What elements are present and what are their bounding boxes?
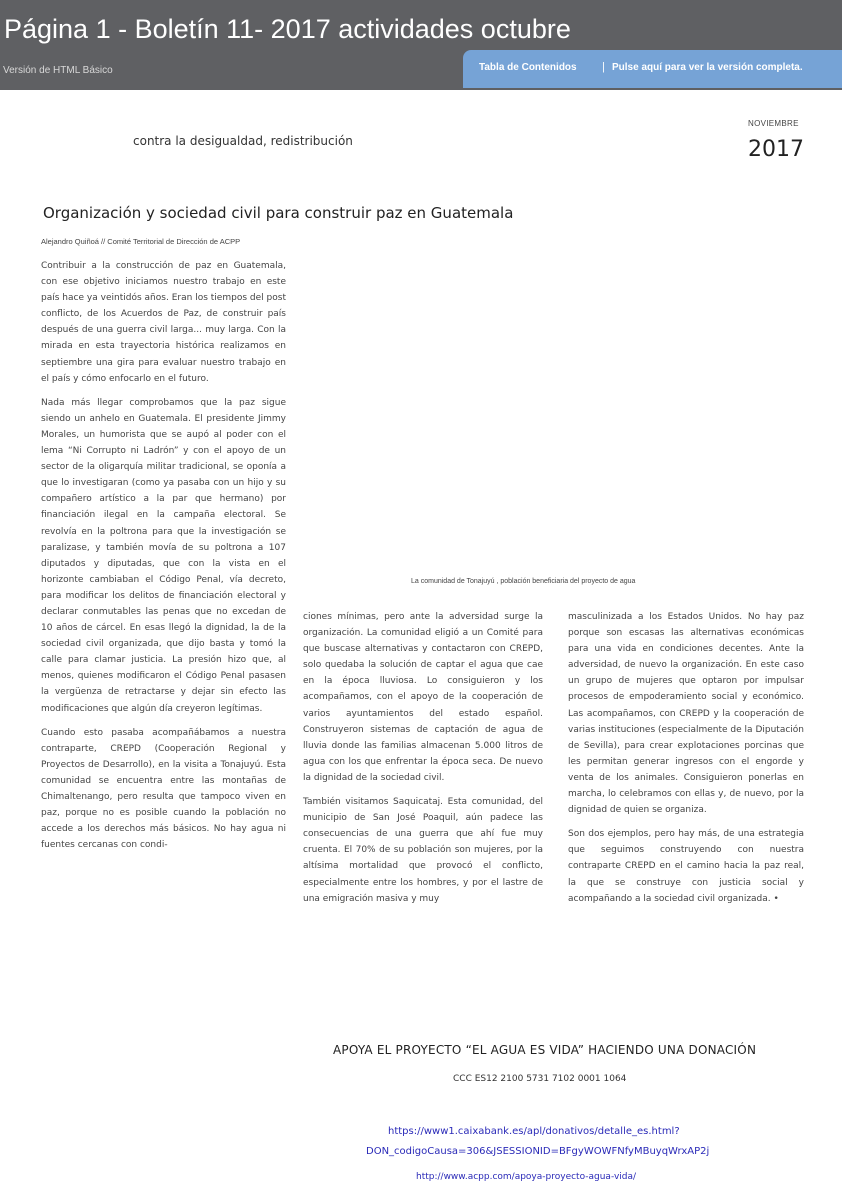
article-column-3 (568, 609, 804, 915)
paragraph: masculinizada a los Estados Unidos. No hay paz porque son escasas las alternativas económicas para una vida en condiciones decentes. Ante la adversidad, de nuevo la organización. En este caso un grupo de mujeres que optaron por impulsar procesos de empoderamiento social y económico. Las acompañamos, con CREPD y la cooperación de varias instituciones (especialmente de la Diputación de Sevilla), para crear explotaciones porcinas que les permitan generar ingresos con el engorde y venta de los animales. Consiguieron ponerlas en marcha, lo celebramos con ellas y, de nuevo, por la dignidad de quien se organiza. (568, 612, 804, 816)
donation-title: APOYA EL PROYECTO “EL AGUA ES VIDA” HACIENDO UNA DONACIÓN (333, 1043, 757, 1057)
paragraph: Contribuir a la construcción de paz en Guatemala, con ese objetivo iniciamos nuestro trabajo en este país hace ya veintidós años. Eran los tiempos del post conflicto, de los Acuerdos de Paz, de construir país después de una guerra civil larga... muy larga. Con la mirada en esta trayectoria histórica realizamos en septiembre una gira para evaluar nuestro trabajo en el país y cómo enfocarlo en el futuro. (41, 261, 286, 384)
donation-link-part-1[interactable]: https://www1.caixabank.es/apl/donativos/detalle_es.html? (388, 1126, 680, 1137)
article-column-2 (303, 609, 543, 915)
paragraph: Nada más llegar comprobamos que la paz sigue siendo un anhelo en Guatemala. El presidente Jimmy Morales, un humorista que se aupó al poder con el lema “Ni Corrupto ni Ladrón” y con el apoyo de un sector de la oligarquía militar tradicional, se oponía a que lo investigaran (como ya pasaba con un hijo y su compañero artístico a la par que hermano) por financiación ilegal en la campaña electoral. Se revolvía en la poltrona para que la investigación se paralizase, y también movía de su poltrona a 107 diputados y diputadas, que con la vista en el horizonte cambiaban el Código Penal, vía decreto, para modificar los delitos de financiación electoral y declarar conmutables las penas que no excedan de 10 años de cárcel. En esas llegó la dignidad, la de la sociedad civil organizada, que dijo basta y tomó la calle para clamar justicia. La presión hizo que, al menos, quienes modificaron el Código Penal pasasen la vergüenza de retractarse y dejar sin efecto las modificaciones que algún día creyeron legítimas. (41, 397, 286, 714)
html-version-label: Versión de HTML Básico (3, 65, 113, 76)
table-of-contents-link[interactable]: Tabla de Contenidos (479, 62, 577, 73)
issue-month: NOVIEMBRE (748, 119, 799, 128)
nav-separator: | (602, 61, 605, 73)
project-link[interactable]: http://www.acpp.com/apoya-proyecto-agua-vida/ (416, 1172, 637, 1182)
donation-link-part-2[interactable]: DON_codigoCausa=306&JSESSIONID=BFgyWOWFNfyMBuyqWrxAP2j (366, 1146, 710, 1157)
paragraph: Son dos ejemplos, pero hay más, de una estrategia que seguimos construyendo con nuestra contraparte CREPD en el camino hacia la paz real, la que se construye con justicia social y acompañando a la sociedad civil organizada. • (568, 829, 804, 904)
issue-year: 2017 (748, 137, 804, 162)
header-bar (0, 0, 842, 90)
section-kicker: contra la desigualdad, redistribución (133, 134, 353, 148)
nav-box (463, 50, 842, 88)
article-headline: Organización y sociedad civil para construir paz en Guatemala (43, 204, 514, 222)
bank-account: CCC ES12 2100 5731 7102 0001 1064 (453, 1074, 627, 1084)
paragraph: Cuando esto pasaba acompañábamos a nuestra contraparte, CREPD (Cooperación Regional y Proyectos de Desarrollo), en la visita a Tonajuyú. Esta comunidad se encuentra entre las montañas de Chimaltenango, pero resulta que tampoco viven en paz, porque no es posible cuando la población no accede a los derechos más básicos. No hay agua ni fuentes cercanas con condi- (41, 727, 286, 851)
article-column-1 (41, 258, 286, 861)
full-version-link[interactable]: Pulse aquí para ver la versión completa. (612, 62, 803, 73)
paragraph: ciones mínimas, pero ante la adversidad surge la organización. La comunidad eligió a un Comité para que buscase alternativas y contactaron con CREPD, solo quedaba la solución de captar el agua que cae en la época lluviosa. Lo consiguieron y los acompañamos, con el apoyo de la cooperación de varios ayuntamientos del estado español. Construyeron sistemas de captación de agua de lluvia donde las familias almacenan 5.000 litros de agua con los que enfrentar la época seca. De nuevo la dignidad de la sociedad civil. (303, 612, 543, 783)
page-title: Página 1 - Boletín 11- 2017 actividades octubre (4, 14, 571, 44)
paragraph: También visitamos Saquicataj. Esta comunidad, del municipio de San José Poaquil, aún padece las consecuencias de una guerra que ahí fue muy cruenta. El 70% de su población son mujeres, por la altísima mortalidad que provocó el conflicto, especialmente entre los hombres, y por el lastre de una emigración masiva y muy (303, 797, 543, 904)
article-byline: Alejandro Quiñoá // Comité Territorial de Dirección de ACPP (41, 237, 241, 246)
photo-caption: La comunidad de Tonajuyú , población beneficiaria del proyecto de agua (411, 578, 636, 585)
